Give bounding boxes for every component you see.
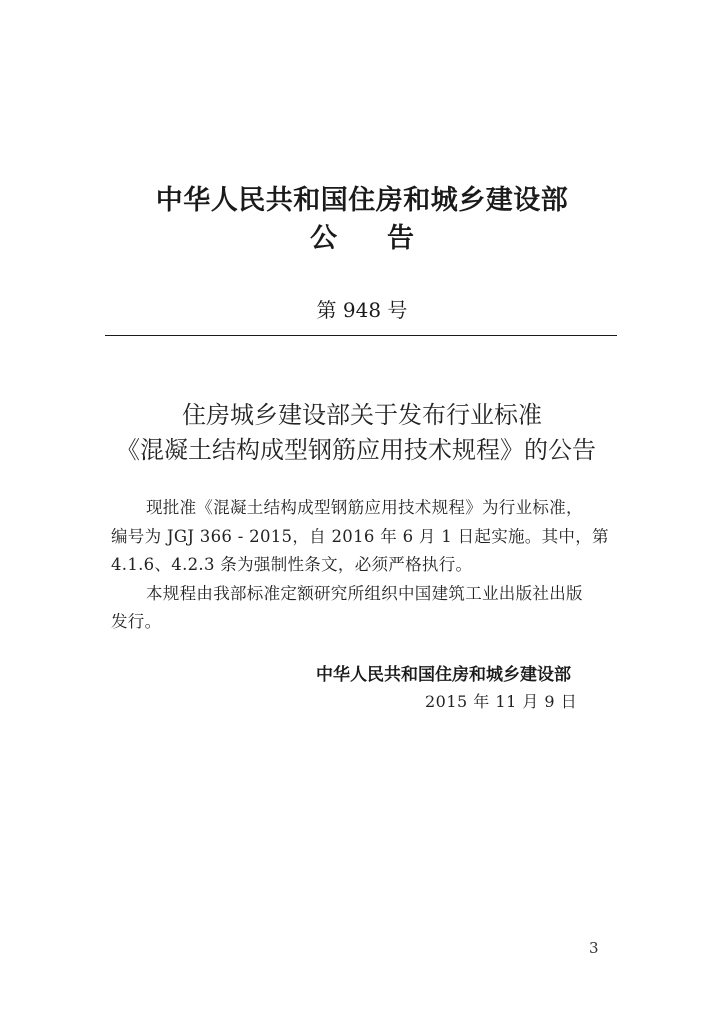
ministry-title: 中华人民共和国住房和城乡建设部 [155,185,569,216]
issue-number: 第 948 号 [316,298,408,322]
issue-date: 2015 年 11 月 9 日 [425,692,578,711]
body-paragraph-1-line-1: 现批准《混凝土结构成型钢筋应用技术规程》为行业标准， [146,498,583,517]
header-divider [105,335,617,336]
signer: 中华人民共和国住房和城乡建设部 [316,665,571,685]
page-number: 3 [589,939,599,957]
body-paragraph-1-line-3: 4.1.6、4.2.3 条为强制性条文，必须严格执行。 [111,555,473,574]
notice-title: 公告 [310,223,464,254]
body-paragraph-2-line-2: 发行。 [111,612,162,631]
headline-line-2: 《混凝土结构成型钢筋应用技术规程》的公告 [116,436,596,464]
body-paragraph-1-line-2: 编号为 JGJ 366 - 2015，自 2016 年 6 月 1 日起实施。其中，第 [111,527,609,546]
headline-line-1: 住房城乡建设部关于发布行业标准 [182,401,542,429]
body-paragraph-2-line-1: 本规程由我部标准定额研究所组织中国建筑工业出版社出版 [146,584,583,603]
